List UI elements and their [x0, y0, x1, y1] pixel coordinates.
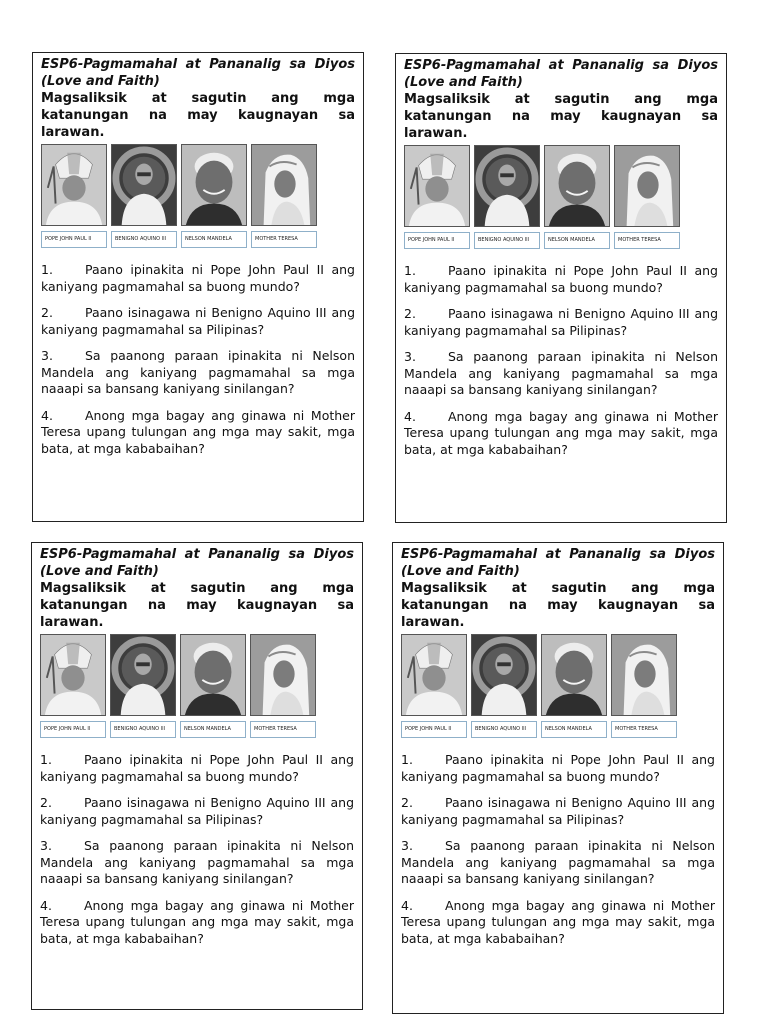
- photo-label: BENIGNO AQUINO III: [471, 721, 537, 738]
- question-3: [40, 838, 354, 888]
- card-instruction: Magsaliksik at sagutin ang mga katanungan na may kaugnayan sa larawan.: [40, 581, 354, 630]
- card-title: ESP6-Pagmamahal at Pananalig sa Diyos (Love and Faith): [401, 547, 715, 579]
- question-text: Anong mga bagay ang ginawa ni Mother Teresa upang tulungan ang mga may sakit, mga bata, at mga kababaihan?: [41, 407, 355, 456]
- photo-label-row: [401, 721, 715, 738]
- question-1: [40, 752, 354, 785]
- pope-portrait-image: [41, 144, 107, 226]
- question-1: [401, 752, 715, 785]
- photo-label: NELSON MANDELA: [180, 721, 246, 738]
- photo-row: [41, 144, 355, 226]
- question-text: Paano isinagawa ni Benigno Aquino III ang kaniyang pagmamahal sa Pilipinas?: [40, 795, 354, 827]
- teresa-portrait-image: [611, 634, 677, 716]
- question-number: 1.: [404, 263, 416, 278]
- card-title: ESP6-Pagmamahal at Pananalig sa Diyos (Love and Faith): [40, 547, 354, 579]
- question-3: [41, 348, 355, 398]
- photo-label-row: [40, 721, 354, 738]
- question-text: Anong mga bagay ang ginawa ni Mother Teresa upang tulungan ang mga may sakit, mga bata, at mga kababaihan?: [40, 897, 354, 946]
- question-text: Anong mga bagay ang ginawa ni Mother Teresa upang tulungan ang mga may sakit, mga bata, at mga kababaihan?: [404, 408, 718, 457]
- photo-label: BENIGNO AQUINO III: [111, 231, 177, 248]
- pope-portrait-image: [401, 634, 467, 716]
- photo-label: NELSON MANDELA: [181, 231, 247, 248]
- pope-portrait-image: [40, 634, 106, 716]
- photo-row: [401, 634, 715, 716]
- photo-label: BENIGNO AQUINO III: [110, 721, 176, 738]
- question-4: [404, 409, 718, 459]
- question-4: [40, 898, 354, 948]
- aquino-portrait-image: [471, 634, 537, 716]
- question-number: 2.: [40, 795, 52, 810]
- teresa-portrait-image: [614, 145, 680, 227]
- photo-label: POPE JOHN PAUL II: [401, 721, 467, 738]
- photo-label: POPE JOHN PAUL II: [40, 721, 106, 738]
- question-text: Sa paanong paraan ipinakita ni Nelson Mandela ang kaniyang pagmamahal sa mga naaapi sa bansang kaniyang sinilangan?: [40, 838, 354, 886]
- pope-portrait-image: [404, 145, 470, 227]
- question-1: [41, 262, 355, 295]
- mandela-portrait-image: [541, 634, 607, 716]
- question-text: Paano isinagawa ni Benigno Aquino III ang kaniyang pagmamahal sa Pilipinas?: [41, 305, 355, 337]
- question-number: 2.: [404, 306, 416, 321]
- question-text: Paano ipinakita ni Pope John Paul II ang kaniyang pagmamahal sa buong mundo?: [401, 752, 715, 784]
- mandela-portrait-image: [544, 145, 610, 227]
- question-text: Sa paanong paraan ipinakita ni Nelson Mandela ang kaniyang pagmamahal sa mga naaapi sa bansang kaniyang sinilangan?: [401, 838, 715, 886]
- question-2: [401, 795, 715, 828]
- photo-label: BENIGNO AQUINO III: [474, 232, 540, 249]
- question-text: Paano ipinakita ni Pope John Paul II ang kaniyang pagmamahal sa buong mundo?: [41, 262, 355, 294]
- question-number: 4.: [401, 897, 413, 913]
- question-2: [41, 305, 355, 338]
- teresa-portrait-image: [250, 634, 316, 716]
- photo-label: MOTHER TERESA: [611, 721, 677, 738]
- teresa-portrait-image: [251, 144, 317, 226]
- photo-label: MOTHER TERESA: [251, 231, 317, 248]
- aquino-portrait-image: [110, 634, 176, 716]
- question-text: Anong mga bagay ang ginawa ni Mother Teresa upang tulungan ang mga may sakit, mga bata, at mga kababaihan?: [401, 897, 715, 946]
- question-text: Paano isinagawa ni Benigno Aquino III ang kaniyang pagmamahal sa Pilipinas?: [404, 306, 718, 338]
- card-instruction: Magsaliksik at sagutin ang mga katanungan na may kaugnayan sa larawan.: [401, 581, 715, 630]
- question-number: 2.: [401, 795, 413, 810]
- question-number: 4.: [40, 897, 52, 913]
- question-text: Sa paanong paraan ipinakita ni Nelson Mandela ang kaniyang pagmamahal sa mga naaapi sa bansang kaniyang sinilangan?: [41, 348, 355, 396]
- question-number: 3.: [404, 349, 416, 364]
- photo-row: [404, 145, 718, 227]
- question-number: 3.: [41, 348, 53, 363]
- question-text: Paano ipinakita ni Pope John Paul II ang kaniyang pagmamahal sa buong mundo?: [404, 263, 718, 295]
- aquino-portrait-image: [474, 145, 540, 227]
- question-text: Sa paanong paraan ipinakita ni Nelson Mandela ang kaniyang pagmamahal sa mga naaapi sa bansang kaniyang sinilangan?: [404, 349, 718, 397]
- question-number: 4.: [404, 408, 416, 424]
- question-text: Paano ipinakita ni Pope John Paul II ang kaniyang pagmamahal sa buong mundo?: [40, 752, 354, 784]
- photo-label-row: [41, 231, 355, 248]
- photo-label: MOTHER TERESA: [250, 721, 316, 738]
- question-4: [401, 898, 715, 948]
- question-number: 1.: [41, 262, 53, 277]
- card-instruction: Magsaliksik at sagutin ang mga katanungan na may kaugnayan sa larawan.: [41, 91, 355, 140]
- card-instruction: Magsaliksik at sagutin ang mga katanungan na may kaugnayan sa larawan.: [404, 92, 718, 141]
- question-number: 3.: [401, 838, 413, 853]
- photo-row: [40, 634, 354, 716]
- photo-label: POPE JOHN PAUL II: [41, 231, 107, 248]
- question-number: 4.: [41, 407, 53, 423]
- aquino-portrait-image: [111, 144, 177, 226]
- worksheet-card: [395, 53, 727, 523]
- question-number: 1.: [40, 752, 52, 767]
- worksheet-card: [32, 52, 364, 522]
- worksheet-card: [31, 542, 363, 1010]
- photo-label: MOTHER TERESA: [614, 232, 680, 249]
- question-number: 1.: [401, 752, 413, 767]
- mandela-portrait-image: [181, 144, 247, 226]
- question-1: [404, 263, 718, 296]
- photo-label: POPE JOHN PAUL II: [404, 232, 470, 249]
- photo-label: NELSON MANDELA: [544, 232, 610, 249]
- question-2: [404, 306, 718, 339]
- question-number: 3.: [40, 838, 52, 853]
- photo-label: NELSON MANDELA: [541, 721, 607, 738]
- card-title: ESP6-Pagmamahal at Pananalig sa Diyos (Love and Faith): [404, 58, 718, 90]
- question-text: Paano isinagawa ni Benigno Aquino III ang kaniyang pagmamahal sa Pilipinas?: [401, 795, 715, 827]
- question-4: [41, 408, 355, 458]
- photo-label-row: [404, 232, 718, 249]
- question-2: [40, 795, 354, 828]
- question-number: 2.: [41, 305, 53, 320]
- question-3: [401, 838, 715, 888]
- mandela-portrait-image: [180, 634, 246, 716]
- question-3: [404, 349, 718, 399]
- worksheet-card: [392, 542, 724, 1014]
- card-title: ESP6-Pagmamahal at Pananalig sa Diyos (Love and Faith): [41, 57, 355, 89]
